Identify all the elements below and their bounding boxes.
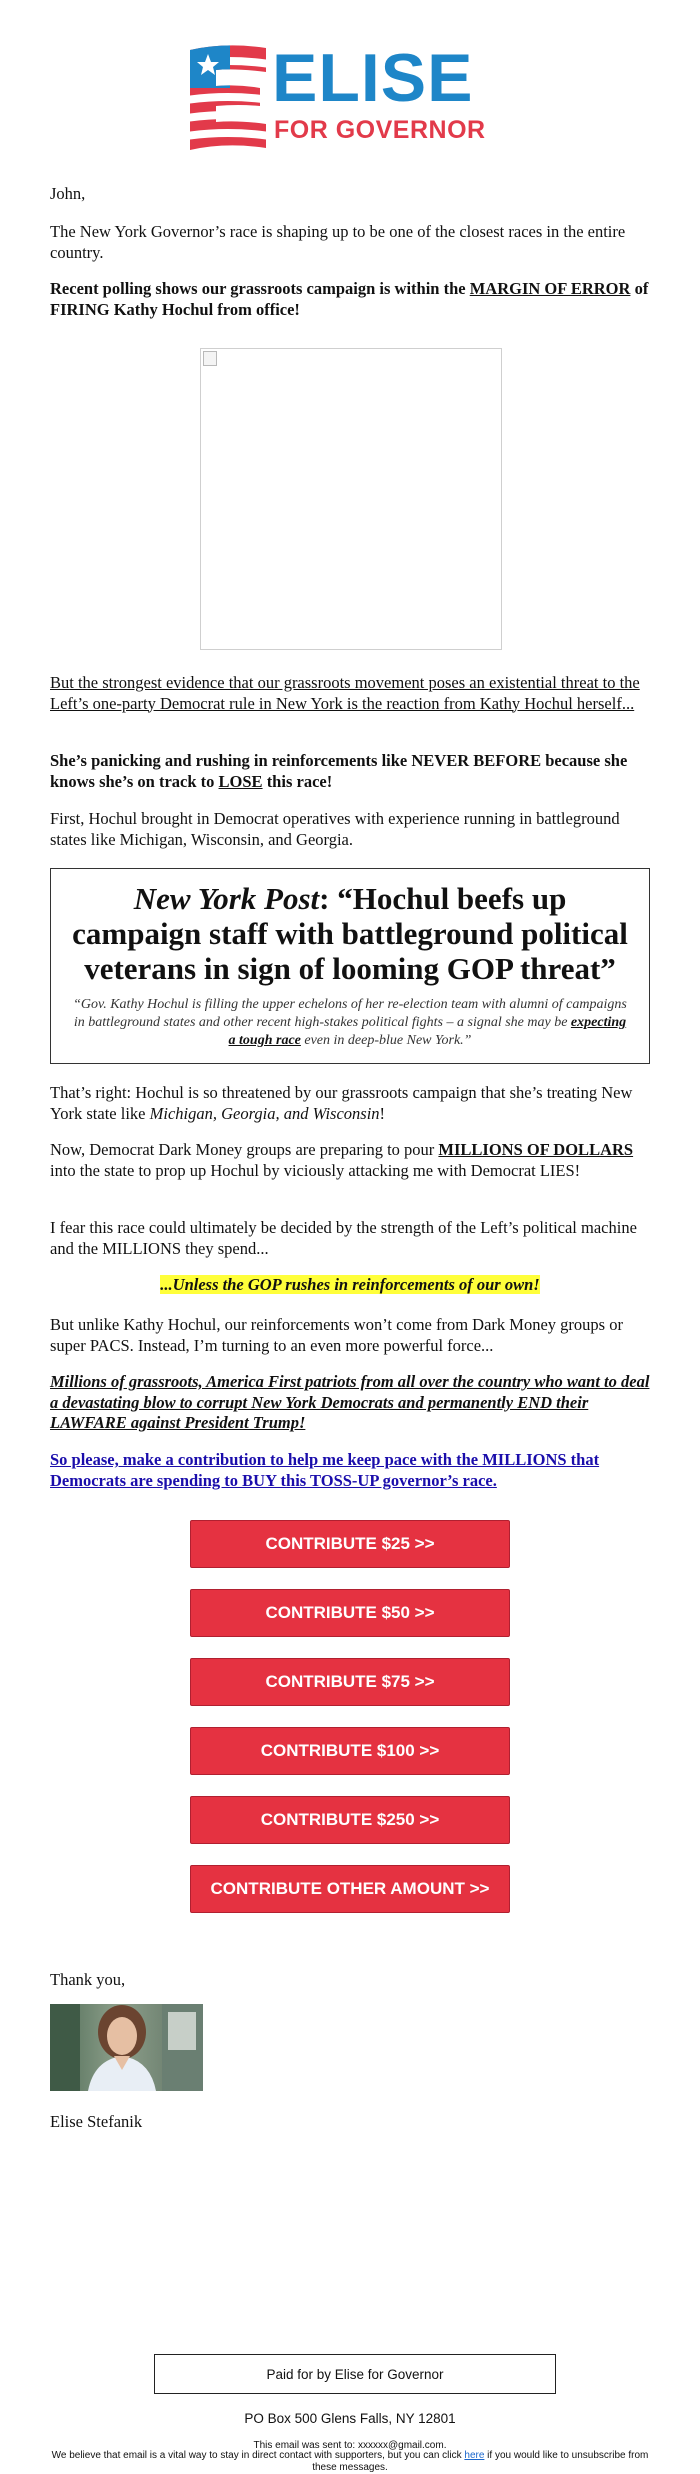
paragraph-polling xyxy=(50,279,650,320)
portrait-image xyxy=(50,2004,203,2091)
contribute-other-button[interactable]: CONTRIBUTE OTHER AMOUNT >> xyxy=(190,1865,510,1913)
mailing-address: PO Box 500 Glens Falls, NY 12801 xyxy=(244,2411,456,2426)
polling-text-a: Recent polling shows our grassroots campaign is within the xyxy=(50,279,470,298)
quote-excerpt xyxy=(73,996,627,1051)
margin-of-error-link[interactable]: MARGIN OF ERROR xyxy=(469,279,631,298)
quote-source: New York Post xyxy=(133,881,320,916)
unsub-text-b: if you would like to unsubscribe from these messages. xyxy=(312,2450,649,2473)
greeting: John, xyxy=(50,184,86,203)
lose-text: LOSE xyxy=(218,771,263,791)
quote-headline-text: : “Hochul beefs up campaign staff with battleground political veterans in sign of looming GOP threat” xyxy=(72,881,628,987)
paragraph-panicking xyxy=(50,751,650,792)
news-quote-box xyxy=(50,868,650,1064)
millions-text: MILLIONS OF DOLLARS xyxy=(438,1140,634,1159)
paragraph-fear: I fear this race could ultimately be decided by the strength of the Left’s political machine and the MILLIONS they spend... xyxy=(50,1218,637,1258)
threatened-text-a: That’s right: Hochul is so threatened by our grassroots campaign that she’s treating New York state like xyxy=(50,1083,633,1123)
polling-text-b: of FIRING Kathy Hochul from office! xyxy=(50,279,649,319)
paragraph-unlike: But unlike Kathy Hochul, our reinforcements won’t come from Dark Money groups or super PACS. Instead, I’m turning to an even more powerful force... xyxy=(50,1315,623,1355)
unsubscribe-link[interactable]: here xyxy=(464,2450,485,2461)
signature-name: Elise Stefanik xyxy=(50,2112,143,2131)
contribute-75-button[interactable]: CONTRIBUTE $75 >> xyxy=(190,1658,510,1706)
paragraph-race: The New York Governor’s race is shaping up to be one of the closest races in the entire country. xyxy=(50,222,626,262)
dark-money-text-a: Now, Democrat Dark Money groups are preparing to pour xyxy=(50,1140,439,1159)
states-text: Michigan, Georgia, and Wisconsin xyxy=(149,1103,380,1123)
quote-body-b: even in deep-blue New York.” xyxy=(300,1033,472,1049)
broken-image-icon xyxy=(203,351,217,366)
contribute-100-button[interactable]: CONTRIBUTE $100 >> xyxy=(190,1727,510,1775)
sent-to-notice: This email was sent to: xxxxxx@gmail.com. xyxy=(253,2440,447,2451)
panicking-text-b: this race! xyxy=(262,771,333,791)
unsubscribe-notice xyxy=(40,2450,660,2474)
thank-you: Thank you, xyxy=(50,1970,126,1989)
panicking-text-a: She’s panicking and rushing in reinforcements like NEVER BEFORE because she knows she’s on track to xyxy=(50,751,628,791)
paragraph-dark-money xyxy=(50,1140,650,1181)
highlight-text: ...Unless the GOP rushes in reinforcements of our own! xyxy=(160,1275,540,1294)
paid-for-box: Paid for by Elise for Governor xyxy=(154,2354,556,2394)
campaign-logo xyxy=(186,40,526,160)
paragraph-reinforcements xyxy=(50,1275,650,1296)
quote-headline xyxy=(69,881,631,986)
contribute-25-button[interactable]: CONTRIBUTE $25 >> xyxy=(190,1520,510,1568)
dark-money-text-b: into the state to prop up Hochul by viciously attacking me with Democrat LIES! xyxy=(50,1160,581,1180)
hero-image-placeholder xyxy=(200,348,502,650)
quote-body-a: “Gov. Kathy Hochul is filling the upper echelons of her re-election team with alumni of campaigns in battleground states and other recent high-stakes political fights – a signal she may be xyxy=(73,997,627,1031)
unsub-text-a: We believe that email is a vital way to stay in direct contact with supporters, but you can click xyxy=(51,2450,465,2461)
paragraph-operatives: First, Hochul brought in Democrat operatives with experience running in battleground states like Michigan, Wisconsin, and Georgia. xyxy=(50,809,620,849)
contribute-250-button[interactable]: CONTRIBUTE $250 >> xyxy=(190,1796,510,1844)
logo-name: ELISE xyxy=(272,40,474,116)
threatened-text-b: ! xyxy=(379,1103,386,1123)
candidate-photo xyxy=(50,2004,203,2091)
quote-body-underlined: expecting a tough race xyxy=(228,1015,627,1049)
logo-subtitle: FOR GOVERNOR xyxy=(274,116,486,144)
evidence-link[interactable]: But the strongest evidence that our grassroots movement poses an existential threat to the Left’s one-party Democrat rule in New York is the reaction from Kathy Hochul herself... xyxy=(50,673,640,713)
contribute-link[interactable]: So please, make a contribution to help me keep pace with the MILLIONS that Democrats are spending to BUY this TOSS-UP governor’s race. xyxy=(50,1450,600,1490)
flag-e-icon xyxy=(186,42,270,154)
paragraph-contribute xyxy=(50,1450,650,1491)
paragraph-threatened xyxy=(50,1083,650,1124)
contribute-50-button[interactable]: CONTRIBUTE $50 >> xyxy=(190,1589,510,1637)
paragraph-patriots: Millions of grassroots, America First patriots from all over the country who want to deal a devastating blow to corrupt New York Democrats and permanently END their LAWFARE against President Trump! xyxy=(50,1372,650,1433)
